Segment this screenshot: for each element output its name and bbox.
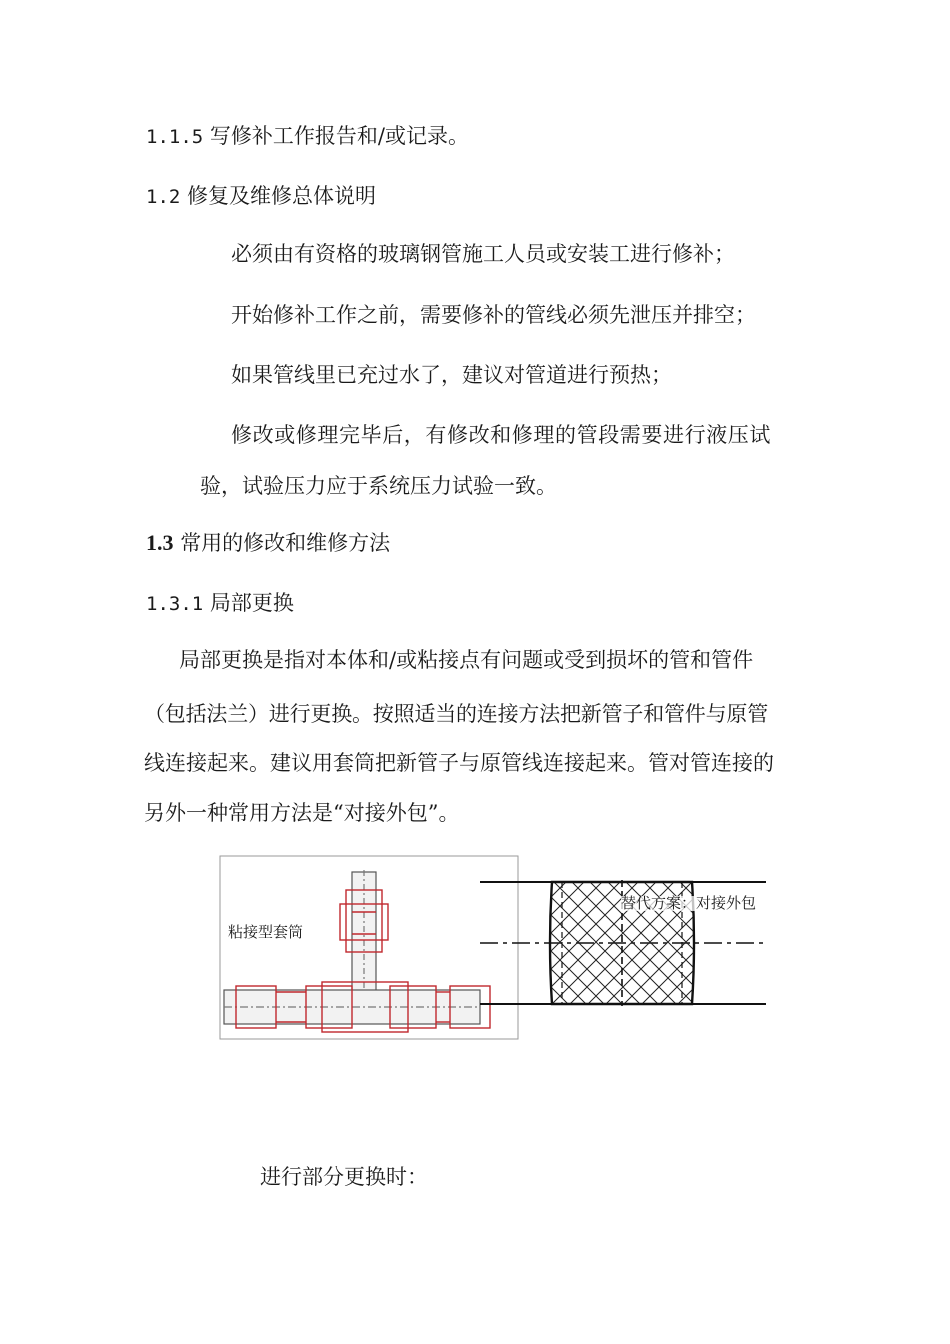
section-number: 1.3 [146, 530, 174, 555]
section-number: 1.3.1 [146, 593, 204, 615]
body-line: 另外一种常用方法是“对接外包”。 [144, 801, 460, 825]
section-number: 1.2 [146, 186, 181, 208]
pipe-repair-figure [218, 852, 770, 1042]
section-title: 常用的修改和维修方法 [180, 531, 391, 555]
paragraph-line: 如果管线里已充过水了，建议对管道进行预热； [231, 363, 672, 387]
section-title: 局部更换 [209, 591, 294, 615]
section-title: 修复及维修总体说明 [187, 184, 377, 208]
pipe-diagram [218, 852, 770, 1042]
paragraph-line: 必须由有资格的玻璃钢管施工人员或安装工进行修补； [231, 242, 735, 266]
paragraph-line: 验，试验压力应于系统压力试验一致。 [200, 474, 557, 498]
body-line: 线连接起来。建议用套筒把新管子与原管线连接起来。管对管连接的 [144, 751, 774, 775]
paragraph-line: 开始修补工作之前，需要修补的管线必须先泄压并排空； [231, 303, 756, 327]
paragraph-line: 修改或修理完毕后，有修改和修理的管段需要进行液压试 [231, 423, 771, 447]
paragraph-line: 进行部分更换时： [260, 1165, 428, 1189]
section-number: 1.1.5 [146, 126, 204, 148]
section-1-2 [146, 186, 376, 207]
tee-fitting [352, 870, 376, 992]
section-1-1-5 [146, 126, 469, 147]
section-1-3-1 [146, 593, 294, 614]
figure-label-left: 粘接型套筒 [228, 923, 304, 941]
body-line: （包括法兰）进行更换。按照适当的连接方法把新管子和管件与原管 [144, 702, 768, 726]
figure-label-right: 替代方案：对接外包 [621, 894, 757, 912]
section-title: 写修补工作报告和/或记录。 [209, 124, 469, 148]
section-1-3 [146, 532, 390, 554]
body-line: 局部更换是指对本体和/或粘接点有问题或受到损坏的管和管件 [179, 648, 754, 672]
